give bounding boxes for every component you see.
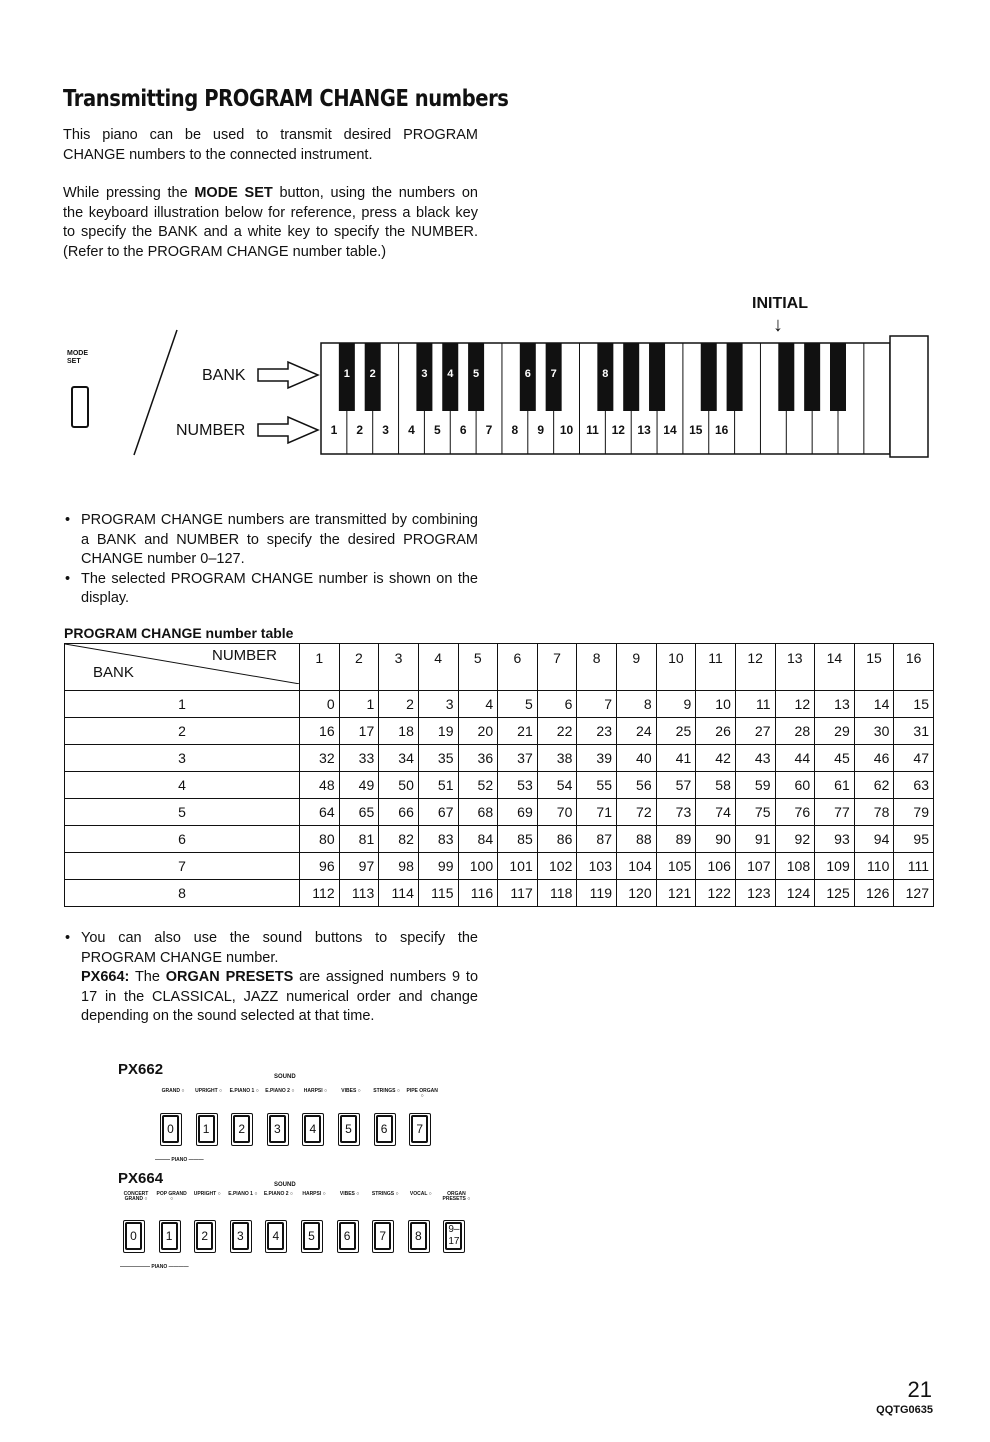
table-row bbox=[65, 691, 934, 718]
bank-key-label: 3 bbox=[421, 368, 428, 380]
value-cell: 94 bbox=[854, 826, 894, 853]
value-cell: 72 bbox=[617, 799, 657, 826]
number-key-label: 1 bbox=[330, 423, 338, 437]
value-cell: 123 bbox=[735, 880, 775, 907]
table-row bbox=[65, 745, 934, 772]
column-header: 14 bbox=[815, 644, 855, 691]
value-cell: 55 bbox=[577, 772, 617, 799]
value-cell: 4 bbox=[458, 691, 498, 718]
value-cell: 46 bbox=[854, 745, 894, 772]
keyboard-diagram bbox=[0, 0, 990, 470]
value-cell: 116 bbox=[458, 880, 498, 907]
value-cell: 27 bbox=[735, 718, 775, 745]
value-cell: 39 bbox=[577, 745, 617, 772]
value-cell: 7 bbox=[577, 691, 617, 718]
value-cell: 97 bbox=[339, 853, 379, 880]
initial-label: INITIAL bbox=[752, 295, 808, 312]
value-cell: 101 bbox=[498, 853, 538, 880]
column-header: 4 bbox=[418, 644, 458, 691]
bank-cell: 8 bbox=[65, 880, 300, 907]
header-corner-cell bbox=[65, 644, 300, 691]
black-key[interactable] bbox=[649, 343, 665, 411]
value-cell: 57 bbox=[656, 772, 696, 799]
table-row bbox=[65, 799, 934, 826]
px662-sound-label: SOUND bbox=[274, 1074, 296, 1080]
value-cell: 84 bbox=[458, 826, 498, 853]
value-cell: 45 bbox=[815, 745, 855, 772]
value-cell: 50 bbox=[379, 772, 419, 799]
value-cell: 47 bbox=[894, 745, 934, 772]
number-key-label: 11 bbox=[586, 423, 599, 437]
bank-label: BANK bbox=[202, 367, 246, 384]
sound-button[interactable]: 6 bbox=[339, 1222, 356, 1250]
value-cell: 102 bbox=[537, 853, 577, 880]
value-cell: 31 bbox=[894, 718, 934, 745]
value-cell: 16 bbox=[300, 718, 340, 745]
bank-cell: 3 bbox=[65, 745, 300, 772]
value-cell: 71 bbox=[577, 799, 617, 826]
column-header: 2 bbox=[339, 644, 379, 691]
sound-button-label: ORGAN PRESETS ○ bbox=[442, 1191, 471, 1202]
value-cell: 17 bbox=[339, 718, 379, 745]
number-key-label: 9 bbox=[537, 423, 545, 437]
sound-button-label: VIBES ○ bbox=[341, 1088, 361, 1094]
value-cell: 62 bbox=[854, 772, 894, 799]
px662-model-label: PX662 bbox=[118, 1061, 164, 1078]
bank-key-label: 4 bbox=[447, 368, 454, 380]
value-cell: 0 bbox=[300, 691, 340, 718]
value-cell: 63 bbox=[894, 772, 934, 799]
bank-key-label: 1 bbox=[343, 368, 350, 380]
sound-button-label: CONCERT GRAND ○ bbox=[123, 1191, 149, 1202]
table-row bbox=[65, 718, 934, 745]
number-label: NUMBER bbox=[176, 422, 246, 439]
value-cell: 11 bbox=[735, 691, 775, 718]
value-cell: 106 bbox=[696, 853, 736, 880]
value-cell: 95 bbox=[894, 826, 934, 853]
value-cell: 103 bbox=[577, 853, 617, 880]
column-header: 12 bbox=[735, 644, 775, 691]
value-cell: 42 bbox=[696, 745, 736, 772]
value-cell: 5 bbox=[498, 691, 538, 718]
value-cell: 96 bbox=[300, 853, 340, 880]
value-cell: 81 bbox=[339, 826, 379, 853]
number-key-label: 10 bbox=[559, 423, 574, 437]
table-header-row bbox=[65, 644, 934, 691]
value-cell: 43 bbox=[735, 745, 775, 772]
value-cell: 33 bbox=[339, 745, 379, 772]
black-key[interactable] bbox=[778, 343, 794, 411]
sound-button-label: GRAND ○ bbox=[161, 1088, 185, 1094]
bullet-item: • PROGRAM CHANGE numbers are transmitted by combining a BANK and NUMBER to specify the desired PROGRAM CHANGE number 0–127. bbox=[63, 511, 478, 570]
sound-button-label: UPRIGHT ○ bbox=[195, 1088, 223, 1094]
value-cell: 68 bbox=[458, 799, 498, 826]
value-cell: 82 bbox=[379, 826, 419, 853]
value-cell: 90 bbox=[696, 826, 736, 853]
column-header: 11 bbox=[696, 644, 736, 691]
sound-button[interactable]: 1 bbox=[198, 1115, 215, 1143]
bank-key-label: 2 bbox=[369, 368, 376, 380]
value-cell: 74 bbox=[696, 799, 736, 826]
sound-button[interactable]: 7 bbox=[411, 1115, 428, 1143]
value-cell: 105 bbox=[656, 853, 696, 880]
initial-arrow-icon: ↓ bbox=[773, 314, 783, 336]
sound-note bbox=[63, 929, 478, 1027]
value-cell: 41 bbox=[656, 745, 696, 772]
value-cell: 44 bbox=[775, 745, 815, 772]
sound-button[interactable]: 2 bbox=[233, 1115, 250, 1143]
sound-button-label: PIPE ORGAN ○ bbox=[406, 1088, 438, 1099]
value-cell: 100 bbox=[458, 853, 498, 880]
bank-cell: 1 bbox=[65, 691, 300, 718]
bank-cell: 7 bbox=[65, 853, 300, 880]
value-cell: 119 bbox=[577, 880, 617, 907]
value-cell: 104 bbox=[617, 853, 657, 880]
bank-cell: 2 bbox=[65, 718, 300, 745]
value-cell: 88 bbox=[617, 826, 657, 853]
header-number-label: NUMBER bbox=[211, 647, 277, 664]
value-cell: 24 bbox=[617, 718, 657, 745]
value-cell: 69 bbox=[498, 799, 538, 826]
bullet-item: • You can also use the sound buttons to specify the PROGRAM CHANGE number. PX664: The ORGAN PRESETS are assigned numbers 9 to 17 in the CLASSICAL, JAZZ numerical order and change depending on the sound selected at that time. bbox=[63, 929, 478, 1027]
value-cell: 78 bbox=[854, 799, 894, 826]
bank-key-label: 8 bbox=[602, 368, 609, 380]
sound-button[interactable]: 3 bbox=[232, 1222, 249, 1250]
sound-button-label: VIBES ○ bbox=[339, 1191, 360, 1197]
value-cell: 25 bbox=[656, 718, 696, 745]
column-header: 3 bbox=[379, 644, 419, 691]
value-cell: 118 bbox=[537, 880, 577, 907]
sound-button-label: E.PIANO 1 ○ bbox=[228, 1191, 258, 1197]
number-key-label: 15 bbox=[689, 423, 703, 437]
number-key-label: 6 bbox=[459, 423, 467, 437]
value-cell: 127 bbox=[894, 880, 934, 907]
black-key[interactable] bbox=[623, 343, 639, 411]
bank-cell: 4 bbox=[65, 772, 300, 799]
column-header: 10 bbox=[656, 644, 696, 691]
value-cell: 58 bbox=[696, 772, 736, 799]
value-cell: 66 bbox=[379, 799, 419, 826]
value-cell: 18 bbox=[379, 718, 419, 745]
intro-paragraph: This piano can be used to transmit desired PROGRAM CHANGE numbers to the connected instrument. bbox=[63, 127, 478, 163]
value-cell: 1 bbox=[339, 691, 379, 718]
sound-button[interactable]: 5 bbox=[340, 1115, 357, 1143]
value-cell: 87 bbox=[577, 826, 617, 853]
sound-button[interactable]: 6 bbox=[376, 1115, 393, 1143]
value-cell: 13 bbox=[815, 691, 855, 718]
bullet-item: • The selected PROGRAM CHANGE number is shown on the display. bbox=[63, 570, 478, 609]
value-cell: 38 bbox=[537, 745, 577, 772]
value-cell: 117 bbox=[498, 880, 538, 907]
sound-button[interactable]: 5 bbox=[303, 1222, 320, 1250]
column-header: 16 bbox=[894, 644, 934, 691]
value-cell: 108 bbox=[775, 853, 815, 880]
sound-button-label: E.PIANO 2 ○ bbox=[263, 1191, 293, 1197]
number-key-label: 3 bbox=[382, 423, 389, 437]
value-cell: 14 bbox=[854, 691, 894, 718]
sound-button-label: HARPSI ○ bbox=[302, 1191, 326, 1197]
value-cell: 98 bbox=[379, 853, 419, 880]
sound-button[interactable]: 0 bbox=[125, 1222, 142, 1250]
page-number: 21 bbox=[907, 1377, 932, 1402]
value-cell: 121 bbox=[656, 880, 696, 907]
column-header: 15 bbox=[854, 644, 894, 691]
value-cell: 19 bbox=[418, 718, 458, 745]
column-header: 8 bbox=[577, 644, 617, 691]
value-cell: 60 bbox=[775, 772, 815, 799]
value-cell: 26 bbox=[696, 718, 736, 745]
value-cell: 9 bbox=[656, 691, 696, 718]
black-key[interactable] bbox=[727, 343, 743, 411]
sound-button[interactable]: 4 bbox=[304, 1115, 321, 1143]
value-cell: 40 bbox=[617, 745, 657, 772]
column-header: 7 bbox=[537, 644, 577, 691]
value-cell: 76 bbox=[775, 799, 815, 826]
value-cell: 61 bbox=[815, 772, 855, 799]
value-cell: 64 bbox=[300, 799, 340, 826]
value-cell: 8 bbox=[617, 691, 657, 718]
black-key[interactable] bbox=[804, 343, 820, 411]
px662-piano-label: ——— PIANO ——— bbox=[155, 1157, 204, 1163]
value-cell: 114 bbox=[379, 880, 419, 907]
sound-button-label: HARPSI ○ bbox=[303, 1088, 328, 1094]
value-cell: 36 bbox=[458, 745, 498, 772]
sound-button[interactable]: 3 bbox=[269, 1115, 286, 1143]
value-cell: 3 bbox=[418, 691, 458, 718]
sound-button[interactable]: 0 bbox=[162, 1115, 179, 1143]
sound-button[interactable]: 2 bbox=[196, 1222, 213, 1250]
value-cell: 109 bbox=[815, 853, 855, 880]
sound-button[interactable]: 9–17 bbox=[445, 1222, 462, 1250]
value-cell: 93 bbox=[815, 826, 855, 853]
column-header: 9 bbox=[617, 644, 657, 691]
value-cell: 92 bbox=[775, 826, 815, 853]
value-cell: 59 bbox=[735, 772, 775, 799]
keyboard-svg bbox=[0, 0, 990, 470]
px664-model-label: PX664 bbox=[118, 1170, 164, 1187]
value-cell: 30 bbox=[854, 718, 894, 745]
value-cell: 107 bbox=[735, 853, 775, 880]
sound-button-label: E.PIANO 2 ○ bbox=[265, 1088, 295, 1094]
number-key-label: 8 bbox=[511, 423, 519, 437]
value-cell: 86 bbox=[537, 826, 577, 853]
page-title: Transmitting PROGRAM CHANGE numbers bbox=[63, 86, 509, 112]
bank-cell: 5 bbox=[65, 799, 300, 826]
value-cell: 124 bbox=[775, 880, 815, 907]
value-cell: 115 bbox=[418, 880, 458, 907]
value-cell: 85 bbox=[498, 826, 538, 853]
value-cell: 125 bbox=[815, 880, 855, 907]
value-cell: 20 bbox=[458, 718, 498, 745]
black-key[interactable] bbox=[830, 343, 846, 411]
number-key-label: 14 bbox=[663, 423, 677, 437]
sound-button[interactable]: 4 bbox=[267, 1222, 284, 1250]
value-cell: 32 bbox=[300, 745, 340, 772]
number-key-label: 16 bbox=[714, 423, 729, 437]
sound-button-label: STRINGS ○ bbox=[373, 1088, 400, 1094]
sound-button[interactable]: 7 bbox=[374, 1222, 391, 1250]
value-cell: 23 bbox=[577, 718, 617, 745]
value-cell: 111 bbox=[894, 853, 934, 880]
value-cell: 54 bbox=[537, 772, 577, 799]
value-cell: 53 bbox=[498, 772, 538, 799]
number-key-label: 5 bbox=[433, 423, 441, 437]
sound-button-label: VOCAL ○ bbox=[409, 1191, 432, 1197]
number-key-label: 12 bbox=[611, 423, 625, 437]
value-cell: 75 bbox=[735, 799, 775, 826]
table-row bbox=[65, 826, 934, 853]
table-row bbox=[65, 853, 934, 880]
value-cell: 80 bbox=[300, 826, 340, 853]
value-cell: 89 bbox=[656, 826, 696, 853]
bank-cell: 6 bbox=[65, 826, 300, 853]
sound-button-label: STRINGS ○ bbox=[371, 1191, 399, 1197]
value-cell: 2 bbox=[379, 691, 419, 718]
value-cell: 79 bbox=[894, 799, 934, 826]
bullet-list bbox=[63, 511, 478, 609]
column-header: 5 bbox=[458, 644, 498, 691]
value-cell: 52 bbox=[458, 772, 498, 799]
value-cell: 120 bbox=[617, 880, 657, 907]
column-header: 6 bbox=[498, 644, 538, 691]
instruction-paragraph: While pressing the MODE SET button, using the numbers on the keyboard illustration below for reference, press a black key to specify the BANK and a white key to specify the NUMBER. (Refer to the PROGRAM CHANGE number table.) bbox=[63, 185, 478, 260]
value-cell: 83 bbox=[418, 826, 458, 853]
value-cell: 21 bbox=[498, 718, 538, 745]
table-row bbox=[65, 772, 934, 799]
sound-button-label: UPRIGHT ○ bbox=[193, 1191, 221, 1197]
table-row bbox=[65, 880, 934, 907]
header-bank-label: BANK bbox=[93, 664, 134, 681]
value-cell: 122 bbox=[696, 880, 736, 907]
value-cell: 49 bbox=[339, 772, 379, 799]
bank-key-label: 5 bbox=[473, 368, 480, 380]
mode-set-label: MODE SET bbox=[67, 350, 88, 365]
program-change-table bbox=[64, 643, 934, 907]
value-cell: 34 bbox=[379, 745, 419, 772]
bank-key-label: 7 bbox=[550, 368, 557, 380]
value-cell: 10 bbox=[696, 691, 736, 718]
value-cell: 73 bbox=[656, 799, 696, 826]
number-key-label: 4 bbox=[408, 423, 415, 437]
sound-button-label: E.PIANO 1 ○ bbox=[229, 1088, 259, 1094]
column-header: 1 bbox=[300, 644, 340, 691]
value-cell: 56 bbox=[617, 772, 657, 799]
value-cell: 67 bbox=[418, 799, 458, 826]
value-cell: 77 bbox=[815, 799, 855, 826]
number-key-label: 7 bbox=[485, 423, 493, 437]
table-caption: PROGRAM CHANGE number table bbox=[64, 625, 294, 641]
value-cell: 12 bbox=[775, 691, 815, 718]
number-key-label: 2 bbox=[356, 423, 364, 437]
value-cell: 6 bbox=[537, 691, 577, 718]
value-cell: 22 bbox=[537, 718, 577, 745]
sound-button-label: POP GRAND ○ bbox=[156, 1191, 187, 1202]
page-code: QQTG0635 bbox=[876, 1404, 933, 1416]
sound-button[interactable]: 8 bbox=[410, 1222, 427, 1250]
value-cell: 112 bbox=[300, 880, 340, 907]
value-cell: 48 bbox=[300, 772, 340, 799]
column-header: 13 bbox=[775, 644, 815, 691]
px664-sound-label: SOUND bbox=[274, 1182, 296, 1188]
value-cell: 35 bbox=[418, 745, 458, 772]
px664-piano-label: —————— PIANO ———— bbox=[120, 1264, 189, 1270]
value-cell: 28 bbox=[775, 718, 815, 745]
value-cell: 51 bbox=[418, 772, 458, 799]
value-cell: 70 bbox=[537, 799, 577, 826]
black-key[interactable] bbox=[701, 343, 717, 411]
sound-button[interactable]: 1 bbox=[161, 1222, 178, 1250]
value-cell: 15 bbox=[894, 691, 934, 718]
value-cell: 37 bbox=[498, 745, 538, 772]
value-cell: 91 bbox=[735, 826, 775, 853]
bank-key-label: 6 bbox=[524, 368, 531, 380]
value-cell: 126 bbox=[854, 880, 894, 907]
value-cell: 113 bbox=[339, 880, 379, 907]
value-cell: 29 bbox=[815, 718, 855, 745]
value-cell: 65 bbox=[339, 799, 379, 826]
number-key-label: 13 bbox=[637, 423, 651, 437]
value-cell: 99 bbox=[418, 853, 458, 880]
value-cell: 110 bbox=[854, 853, 894, 880]
